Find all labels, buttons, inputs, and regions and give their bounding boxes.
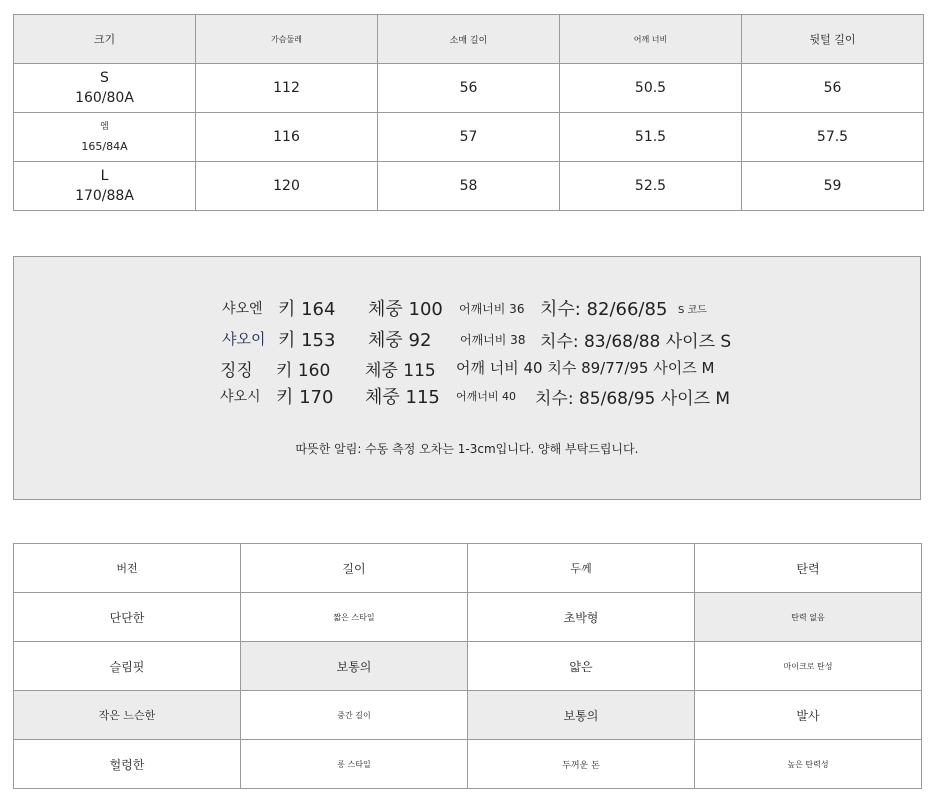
- header-thickness: 두께: [468, 544, 695, 593]
- version-cell: 단단한: [14, 593, 241, 642]
- size-cell: [14, 162, 196, 211]
- attr-table-header-row: [14, 544, 922, 593]
- size-label: S: [100, 70, 109, 86]
- table-row: [14, 740, 922, 789]
- length-cell: 짧은 스타일: [241, 593, 468, 642]
- model-height: 키 170: [276, 387, 334, 408]
- table-row: [14, 691, 922, 740]
- thickness-cell: 얇은: [468, 642, 695, 691]
- back-value: 57.5: [742, 113, 924, 162]
- size-spec: 165/84A: [81, 140, 128, 153]
- version-cell: 슬림핏: [14, 642, 241, 691]
- length-cell: 중간 길이: [241, 691, 468, 740]
- header-length: 길이: [241, 544, 468, 593]
- model-shoulder: 어깨너비 36: [459, 302, 525, 316]
- sleeve-value: 58: [378, 162, 560, 211]
- header-elasticity: 탄력: [695, 544, 922, 593]
- elasticity-cell: 탄력 없음: [695, 593, 922, 642]
- measurement-note: 따뜻한 알림: 수동 측정 오차는 1-3cm입니다. 양해 부탁드립니다.: [295, 442, 639, 456]
- model-shoulder: 어깨너비 40: [456, 390, 516, 403]
- table-row: [14, 642, 922, 691]
- model-name: 징징: [220, 361, 253, 381]
- model-measure: 어깨 너비 40 치수 89/77/95 사이즈 M: [456, 359, 715, 377]
- chest-value: 112: [196, 64, 378, 113]
- elasticity-cell: 마이크로 탄성: [695, 642, 922, 691]
- model-name: 샤오엔: [222, 301, 263, 317]
- size-cell: [14, 64, 196, 113]
- header-version: 버전: [14, 544, 241, 593]
- table-row: [14, 593, 922, 642]
- back-value: 56: [742, 64, 924, 113]
- model-measure: 치수: 83/68/88 사이즈 S: [540, 332, 732, 352]
- model-weight: 체중 100: [368, 299, 443, 320]
- thickness-cell: 보통의: [468, 691, 695, 740]
- length-cell: 보통의: [241, 642, 468, 691]
- size-cell: [14, 113, 196, 162]
- model-size-code: S 코드: [678, 305, 707, 316]
- model-height: 키 153: [278, 330, 336, 351]
- model-name: 샤오이: [222, 330, 266, 348]
- version-cell: 헐렁한: [14, 740, 241, 789]
- chest-value: 120: [196, 162, 378, 211]
- model-measure: 치수: 85/68/95 사이즈 M: [535, 389, 731, 409]
- size-table: [13, 14, 924, 211]
- model-measure: 치수: 82/66/85: [540, 299, 668, 320]
- elasticity-cell: 높은 탄력성: [695, 740, 922, 789]
- header-size: 크기: [14, 15, 196, 64]
- shoulder-value: 51.5: [560, 113, 742, 162]
- model-name: 샤오시: [220, 389, 261, 405]
- length-cell: 롱 스타일: [241, 740, 468, 789]
- thickness-cell: 초박형: [468, 593, 695, 642]
- sleeve-value: 57: [378, 113, 560, 162]
- shoulder-value: 52.5: [560, 162, 742, 211]
- table-row: [14, 64, 924, 113]
- elasticity-cell: 발사: [695, 691, 922, 740]
- size-label: L: [100, 168, 109, 184]
- model-shoulder: 어깨너비 38: [460, 333, 526, 347]
- size-label: 엠: [100, 122, 109, 132]
- model-weight: 체중 115: [365, 361, 436, 381]
- model-info-box: [13, 256, 921, 500]
- version-cell: 작은 느슨한: [14, 691, 241, 740]
- header-back-length: 뒷털 길이: [742, 15, 924, 64]
- model-height: 키 160: [276, 361, 331, 381]
- size-table-header-row: [14, 15, 924, 64]
- chest-value: 116: [196, 113, 378, 162]
- model-weight: 체중 115: [365, 387, 440, 408]
- thickness-cell: 두꺼운 돈: [468, 740, 695, 789]
- attribute-table: [13, 543, 922, 789]
- sleeve-value: 56: [378, 64, 560, 113]
- table-row: [14, 162, 924, 211]
- model-height: 키 164: [278, 299, 336, 320]
- size-spec: 170/88A: [75, 188, 134, 204]
- table-row: [14, 113, 924, 162]
- shoulder-value: 50.5: [560, 64, 742, 113]
- header-sleeve: 소매 길이: [378, 15, 560, 64]
- size-spec: 160/80A: [75, 90, 134, 106]
- back-value: 59: [742, 162, 924, 211]
- header-chest: 가슴둘레: [196, 15, 378, 64]
- header-shoulder: 어깨 너비: [560, 15, 742, 64]
- model-weight: 체중 92: [368, 330, 432, 351]
